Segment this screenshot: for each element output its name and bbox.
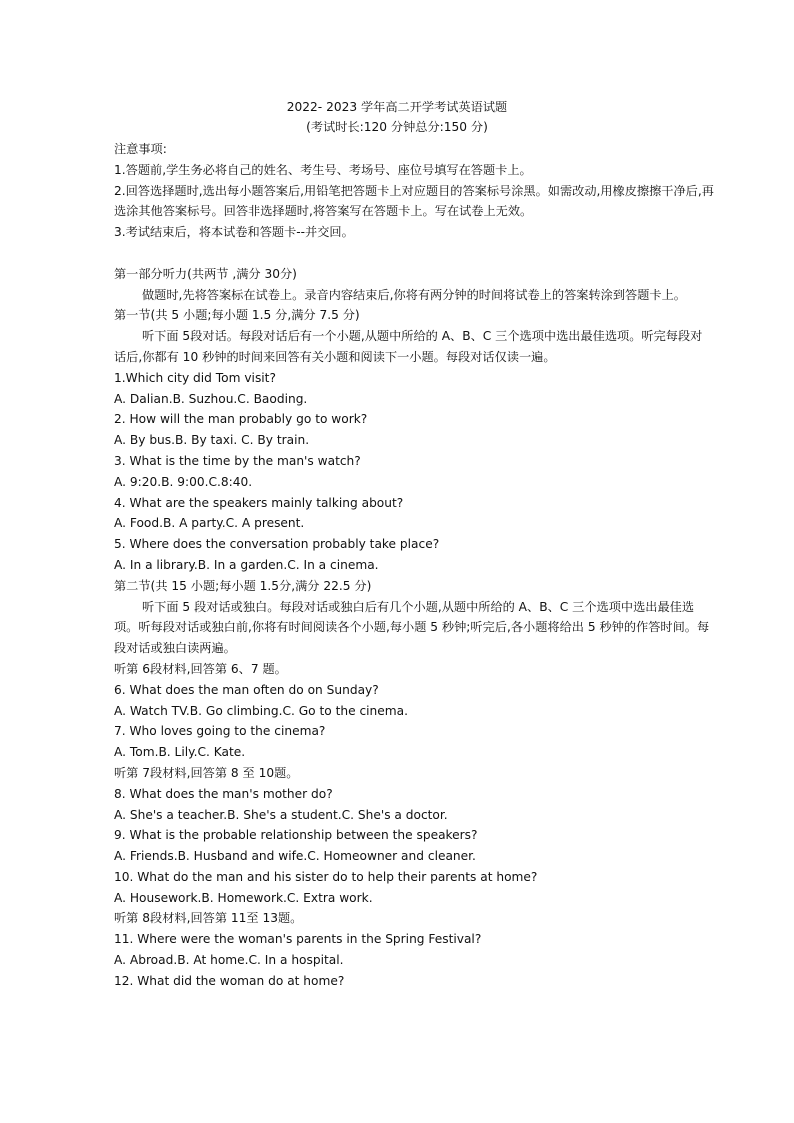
question-options: A. Watch TV.B. Go climbing.C. Go to the cinema. bbox=[114, 703, 408, 718]
notice-item: 2.回答选择题时,选出每小题答案后,用铅笔把答题卡上对应题目的答案标号涂黑。如需改动,用橡皮擦擦干净后,再选涂其他答案标号。回答非选择题时,将答案写在答题卡上。写在试卷上无效。 bbox=[114, 183, 714, 219]
exam-title: 2022- 2023 学年高二开学考试英语试题 bbox=[286, 100, 508, 114]
notice-item: 3.考试结束后，将本试卷和答题卡--并交回。 bbox=[114, 225, 354, 240]
question: 5. Where does the conversation probably take place? bbox=[114, 537, 440, 552]
exam-subtitle: (考试时长:120 分钟总分:150 分) bbox=[306, 120, 488, 134]
question-options: A. 9:20.B. 9:00.C.8:40. bbox=[114, 474, 253, 489]
question: 2. How will the man probably go to work? bbox=[114, 412, 368, 427]
section1-instruction: 听下面 5段对话。每段对话后有一个小题,从题中所给的 A、B、C 三个选项中选出最佳选项。听完每段对话后,你都有 10 秒钟的时间来回答有关小题和阅读下一小题。每段对话仅读一遍。 bbox=[114, 329, 703, 364]
question-options: A. Abroad.B. At home.C. In a hospital. bbox=[114, 953, 344, 968]
question: 11. Where were the woman's parents in the Spring Festival? bbox=[114, 932, 482, 947]
question-options: A. Housework.B. Homework.C. Extra work. bbox=[114, 890, 373, 905]
section1-heading: 第一节(共 5 小题;每小题 1.5 分,满分 7.5 分) bbox=[114, 308, 360, 323]
exam-content bbox=[114, 139, 714, 992]
part1-instruction: 做题时,先将答案标在试卷上。录音内容结束后,你将有两分钟的时间将试卷上的答案转涂到答题卡上。 bbox=[142, 287, 686, 302]
question-options: A. By bus.B. By taxi. C. By train. bbox=[114, 433, 310, 448]
question: 3. What is the time by the man's watch? bbox=[114, 453, 361, 468]
question-options: A. Tom.B. Lily.C. Kate. bbox=[114, 745, 246, 760]
notice-heading: 注意事项: bbox=[114, 142, 167, 156]
question-options: A. Friends.B. Husband and wife.C. Homeowner and cleaner. bbox=[114, 849, 476, 864]
group-label: 听第 7段材料,回答第 8 至 10题。 bbox=[114, 765, 299, 780]
question-options: A. In a library.B. In a garden.C. In a cinema. bbox=[114, 557, 379, 572]
question: 10. What do the man and his sister do to help their parents at home? bbox=[114, 869, 538, 884]
question: 7. Who loves going to the cinema? bbox=[114, 724, 326, 739]
title-block bbox=[0, 97, 794, 137]
part1-heading: 第一部分听力(共两节 ,满分 30分) bbox=[114, 266, 297, 281]
question-options: A. Food.B. A party.C. A present. bbox=[114, 516, 305, 531]
notice-item: 1.答题前,学生务必将自己的姓名、考生号、考场号、座位号填写在答题卡上。 bbox=[114, 162, 532, 177]
question: 4. What are the speakers mainly talking about? bbox=[114, 495, 404, 510]
question: 1.Which city did Tom visit? bbox=[114, 370, 276, 385]
question: 9. What is the probable relationship between the speakers? bbox=[114, 828, 478, 843]
section2-instruction: 听下面 5 段对话或独白。每段对话或独白后有几个小题,从题中所给的 A、B、C 三个选项中选出最佳选项。听每段对话或独白前,你将有时间阅读各个小题,每小题 5 秒钟;听完后,各小题将给出 5 秒钟的作答时间。每段对话或独白读两遍。 bbox=[114, 599, 710, 656]
question-options: A. She's a teacher.B. She's a student.C. She's a doctor. bbox=[114, 807, 448, 822]
question: 6. What does the man often do on Sunday? bbox=[114, 682, 379, 697]
spacer bbox=[114, 243, 714, 264]
group-label: 听第 6段材料,回答第 6、7 题。 bbox=[114, 661, 287, 676]
question-options: A. Dalian.B. Suzhou.C. Baoding. bbox=[114, 391, 308, 406]
section2-heading: 第二节(共 15 小题;每小题 1.5分,满分 22.5 分) bbox=[114, 578, 372, 593]
question: 12. What did the woman do at home? bbox=[114, 973, 345, 988]
question: 8. What does the man's mother do? bbox=[114, 786, 333, 801]
group-label: 听第 8段材料,回答第 11至 13题。 bbox=[114, 911, 303, 926]
